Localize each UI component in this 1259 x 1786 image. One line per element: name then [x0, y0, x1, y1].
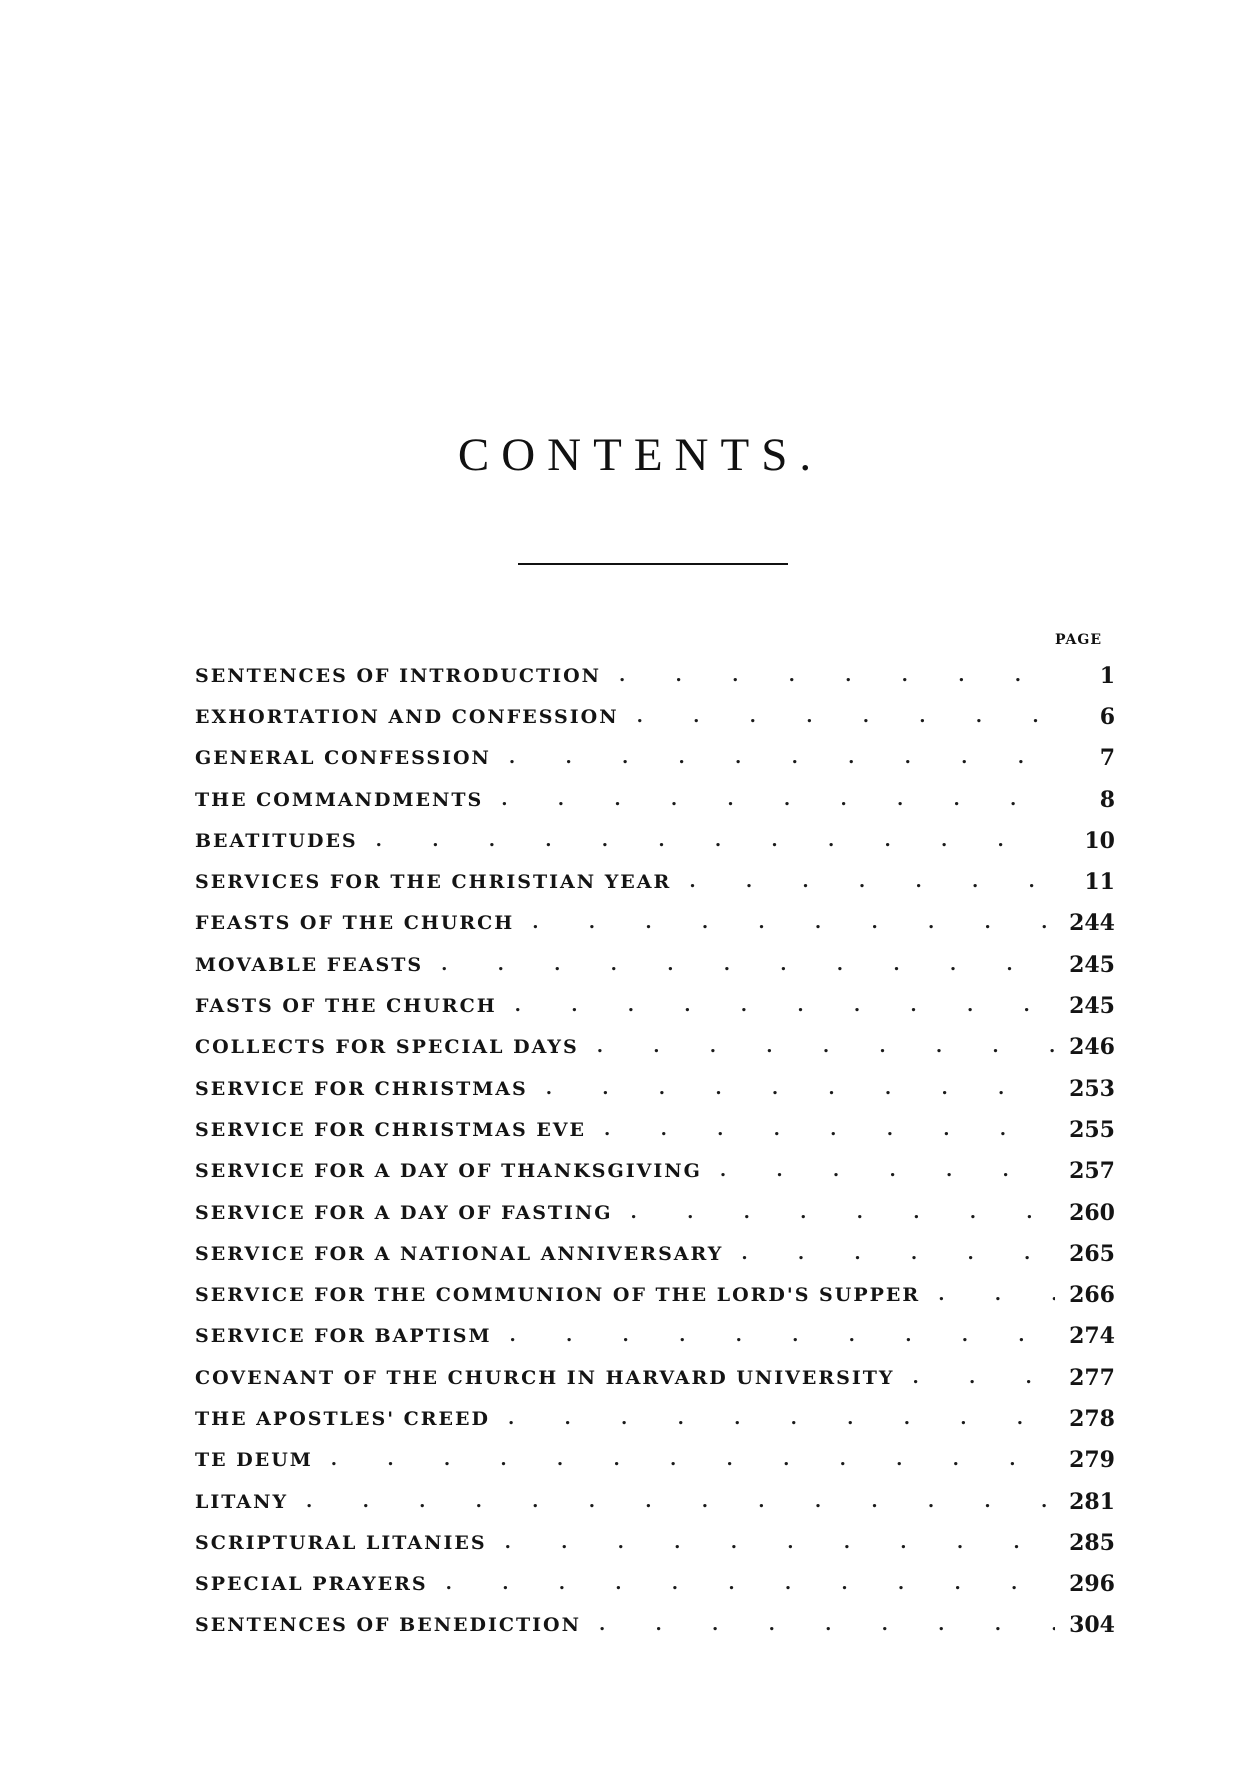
dot-leader — [428, 1571, 1055, 1597]
entry-page-number: 279 — [1069, 1447, 1115, 1474]
contents-entry — [195, 1357, 1115, 1398]
entry-title: SPECIAL PRAYERS — [195, 1573, 428, 1596]
entry-page-number: 265 — [1069, 1240, 1115, 1267]
entry-page-number: 257 — [1069, 1158, 1115, 1185]
contents-entry — [195, 1274, 1115, 1315]
entry-page-number: 260 — [1069, 1199, 1115, 1226]
dot-leader — [723, 1241, 1055, 1267]
entry-page-number: 11 — [1084, 869, 1115, 896]
entry-title: SERVICE FOR THE COMMUNION OF THE LORD'S SUPPER — [195, 1284, 921, 1307]
dot-leader — [497, 993, 1055, 1019]
dot-leader — [613, 1200, 1055, 1226]
contents-entry — [195, 1027, 1115, 1068]
page-title: CONTENTS. — [457, 429, 824, 481]
entry-title: COVENANT OF THE CHURCH IN HARVARD UNIVERSITY — [195, 1366, 895, 1389]
contents-entry — [195, 1440, 1115, 1481]
dot-leader — [586, 1117, 1055, 1143]
contents-entry — [195, 985, 1115, 1026]
entry-page-number: 6 — [1099, 703, 1115, 730]
entry-page-number: 281 — [1069, 1488, 1115, 1515]
contents-entry — [195, 779, 1115, 820]
dot-leader — [490, 1406, 1055, 1432]
entry-page-number: 296 — [1069, 1571, 1115, 1598]
contents-entry — [195, 655, 1115, 696]
dot-leader — [491, 1323, 1055, 1349]
entry-title: SERVICE FOR CHRISTMAS EVE — [195, 1118, 587, 1141]
entry-title: SERVICE FOR A NATIONAL ANNIVERSARY — [195, 1242, 724, 1265]
contents-entry — [195, 696, 1115, 737]
entry-page-number: 277 — [1069, 1364, 1115, 1391]
contents-entry — [195, 1109, 1115, 1150]
contents-entry — [195, 1151, 1115, 1192]
dot-leader — [579, 1034, 1055, 1060]
page-column-header: PAGE — [1055, 632, 1102, 648]
entry-page-number: 278 — [1069, 1405, 1115, 1432]
entry-title: BEATITUDES — [195, 829, 358, 852]
entry-title: SCRIPTURAL LITANIES — [195, 1531, 487, 1554]
contents-entry — [195, 1398, 1115, 1439]
contents-entry — [195, 944, 1115, 985]
dot-leader — [358, 828, 1055, 854]
entry-title: COLLECTS FOR SPECIAL DAYS — [195, 1036, 579, 1059]
entry-page-number: 285 — [1069, 1529, 1115, 1556]
entry-page-number: 274 — [1069, 1323, 1115, 1350]
dot-leader — [487, 1530, 1055, 1556]
entry-page-number: 266 — [1069, 1282, 1115, 1309]
dot-leader — [920, 1282, 1055, 1308]
contents-entry — [195, 1605, 1115, 1646]
entry-title: FASTS OF THE CHURCH — [195, 995, 497, 1018]
title-rule — [518, 563, 788, 565]
entry-title: SENTENCES OF INTRODUCTION — [195, 664, 601, 687]
entry-page-number: 304 — [1069, 1612, 1115, 1639]
contents-entry — [195, 738, 1115, 779]
contents-entry — [195, 1522, 1115, 1563]
entry-title: SENTENCES OF BENEDICTION — [195, 1614, 581, 1637]
entry-page-number: 7 — [1099, 745, 1115, 772]
entry-title: SERVICE FOR A DAY OF THANKSGIVING — [195, 1160, 702, 1183]
dot-leader — [894, 1365, 1055, 1391]
dot-leader — [671, 869, 1055, 895]
entry-title: THE APOSTLES' CREED — [195, 1407, 490, 1430]
entry-page-number: 244 — [1069, 910, 1115, 937]
entry-page-number: 255 — [1069, 1116, 1115, 1143]
contents-entry — [195, 820, 1115, 861]
entry-title: SERVICES FOR THE CHRISTIAN YEAR — [195, 871, 672, 894]
entry-page-number: 245 — [1069, 993, 1115, 1020]
entry-page-number: 253 — [1069, 1075, 1115, 1102]
entry-page-number: 1 — [1099, 662, 1115, 689]
entry-title: LITANY — [195, 1490, 289, 1513]
dot-leader — [601, 663, 1055, 689]
entry-page-number: 245 — [1069, 951, 1115, 978]
entry-page-number: 246 — [1069, 1034, 1115, 1061]
entry-title: THE COMMANDMENTS — [195, 788, 484, 811]
contents-entry — [195, 861, 1115, 902]
dot-leader — [288, 1489, 1055, 1515]
dot-leader — [619, 704, 1055, 730]
entry-page-number: 8 — [1099, 786, 1115, 813]
entry-title: FEASTS OF THE CHURCH — [195, 912, 515, 935]
entry-page-number: 10 — [1084, 827, 1115, 854]
dot-leader — [423, 952, 1055, 978]
entry-title: TE DEUM — [195, 1449, 313, 1472]
contents-entry — [195, 903, 1115, 944]
contents-list — [195, 655, 1115, 1646]
entry-title: SERVICE FOR CHRISTMAS — [195, 1077, 528, 1100]
contents-entry — [195, 1192, 1115, 1233]
entry-title: SERVICE FOR A DAY OF FASTING — [195, 1201, 613, 1224]
entry-title: EXHORTATION AND CONFESSION — [195, 705, 619, 728]
contents-entry — [195, 1068, 1115, 1109]
entry-title: MOVABLE FEASTS — [195, 953, 424, 976]
dot-leader — [491, 745, 1055, 771]
dot-leader — [514, 910, 1055, 936]
contents-entry — [195, 1316, 1115, 1357]
entry-title: SERVICE FOR BAPTISM — [195, 1325, 492, 1348]
contents-entry — [195, 1233, 1115, 1274]
dot-leader — [483, 787, 1055, 813]
entry-title: GENERAL CONFESSION — [195, 747, 491, 770]
dot-leader — [528, 1076, 1055, 1102]
dot-leader — [702, 1158, 1055, 1184]
dot-leader — [313, 1447, 1055, 1473]
contents-entry — [195, 1564, 1115, 1605]
dot-leader — [581, 1612, 1055, 1638]
contents-entry — [195, 1481, 1115, 1522]
